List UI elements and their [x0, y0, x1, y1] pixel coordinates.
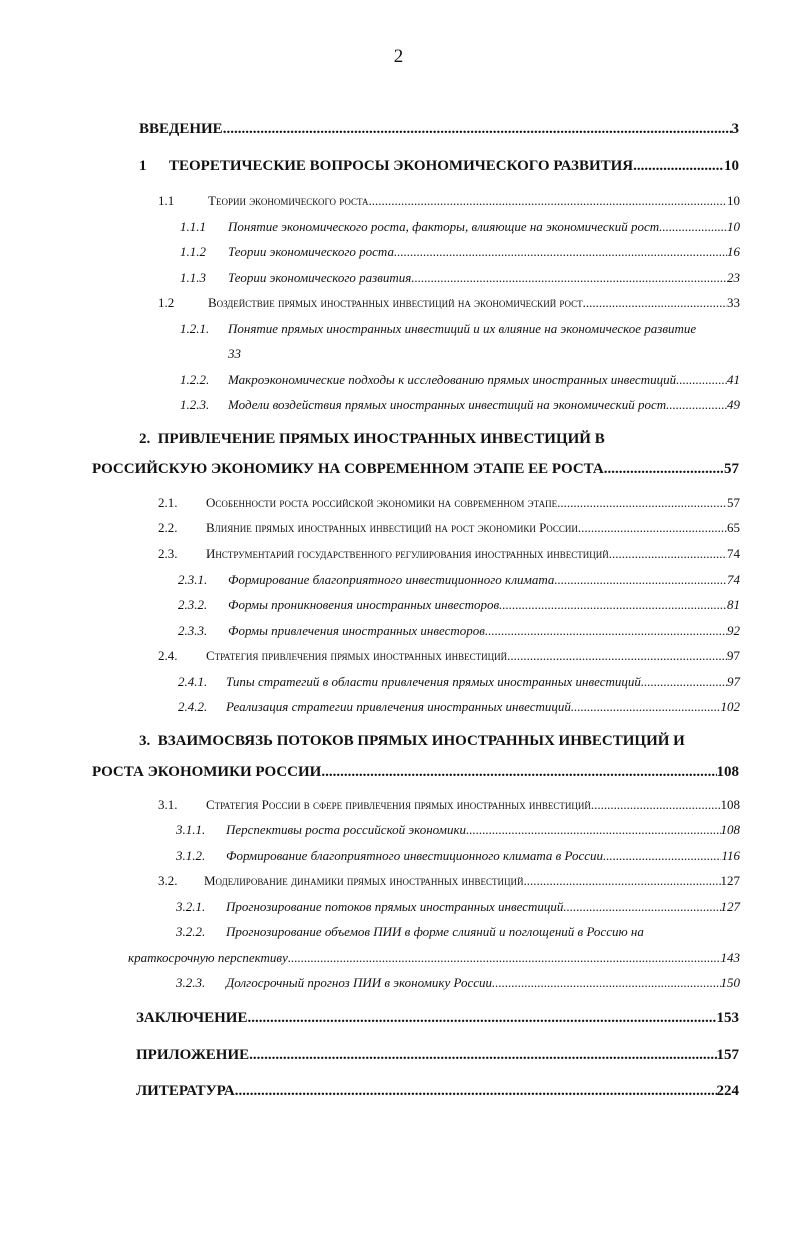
toc-num: 1.2.2. [180, 372, 210, 387]
toc-chapter-2[interactable] [92, 460, 739, 478]
toc-subsection-3-1-1[interactable] [176, 822, 740, 838]
toc-page: 81 [727, 597, 740, 612]
toc-section-2-4[interactable] [158, 648, 740, 664]
toc-page: 74 [727, 572, 740, 587]
leader-dots [583, 295, 727, 311]
toc-subsection-1-2-2[interactable] [180, 372, 740, 388]
toc-subsection-2-3-1[interactable] [178, 572, 740, 588]
toc-chapter-1[interactable] [139, 157, 739, 175]
toc-page: 16 [727, 244, 740, 259]
toc-title: Реализация стратегии привлечения иностранных инвестиций [226, 699, 571, 714]
toc-conclusion[interactable] [136, 1009, 739, 1027]
toc-page: 143 [720, 950, 740, 965]
toc-num: 2.1. [158, 495, 178, 510]
toc-num: 3.2. [158, 873, 178, 888]
leader-dots [369, 193, 727, 209]
toc-page: 108 [720, 797, 740, 812]
leader-dots [609, 546, 727, 562]
toc-title: ТЕОРЕТИЧЕСКИЕ ВОПРОСЫ ЭКОНОМИЧЕСКОГО РАЗВИТИЯ [169, 158, 634, 174]
toc-subsection-1-1-3[interactable] [180, 270, 740, 286]
toc-title: Моделирование динамики прямых иностранных инвестиций [204, 873, 524, 888]
toc-num: 1.2 [158, 295, 175, 310]
toc-page: 92 [727, 623, 740, 638]
toc-title: Типы стратегий в области привлечения прямых иностранных инвестиций [226, 674, 641, 689]
toc-page: 102 [720, 699, 740, 714]
toc-title: Влияние прямых иностранных инвестиций на рост экономики России [206, 520, 578, 535]
toc-subsection-3-1-2[interactable] [176, 848, 740, 864]
toc-num: 1.2.3. [180, 397, 210, 412]
toc-num: 3.1. [158, 797, 178, 812]
toc-title: ЛИТЕРАТУРА [136, 1083, 235, 1099]
toc-num: 1.1.3 [180, 270, 206, 285]
toc-num: 1 [139, 158, 147, 174]
toc-title: Макроэкономические подходы к исследованию прямых иностранных инвестиций [228, 372, 677, 387]
toc-title: Теории экономического роста [208, 193, 369, 208]
toc-num: 3.2.2. [176, 924, 206, 939]
toc-page: 97 [727, 648, 740, 663]
leader-dots [288, 950, 721, 966]
toc-section-1-2[interactable] [158, 295, 740, 311]
toc-num: 2.4.1. [178, 674, 208, 689]
toc-num: 3.1.1. [176, 822, 206, 837]
leader-dots [563, 899, 720, 915]
leader-dots [676, 372, 727, 388]
toc-page: 108 [720, 822, 740, 837]
toc-title: Формы привлечения иностранных инвесторов [228, 623, 485, 638]
leader-dots [524, 873, 721, 889]
toc-title: Понятие экономического роста, факторы, влияющие на экономический рост [228, 219, 660, 234]
toc-page: 10 [724, 158, 739, 174]
toc-page: 10 [727, 193, 740, 208]
toc-title: Формирование благоприятного инвестиционного климата в России [226, 848, 604, 863]
toc-title: Стратегия привлечения прямых иностранных инвестиций [206, 648, 508, 663]
toc-page: 108 [716, 764, 739, 780]
page-number: 2 [393, 46, 404, 67]
toc-num: 2.2. [158, 520, 178, 535]
toc-subsection-2-3-2[interactable] [178, 597, 740, 613]
toc-page: 97 [727, 674, 740, 689]
toc-page: 57 [727, 495, 740, 510]
toc-num: 2.3. [158, 546, 178, 561]
toc-title: Стратегия России в сфере привлечения прямых иностранных инвестиций [206, 797, 591, 812]
leader-dots [591, 797, 721, 813]
toc-subsection-3-2-1[interactable] [176, 899, 740, 915]
toc-num: 2.3.3. [178, 623, 208, 638]
toc-page: 49 [727, 397, 740, 412]
toc-title: ЗАКЛЮЧЕНИЕ [136, 1010, 248, 1026]
toc-num: 3.2.1. [176, 899, 206, 914]
toc-subsection-3-2-2[interactable] [176, 924, 740, 940]
toc-appendix[interactable] [136, 1046, 739, 1064]
leader-dots [507, 648, 727, 664]
toc-subsection-1-2-1[interactable] [180, 321, 740, 337]
toc-page: 157 [716, 1047, 739, 1063]
toc-num: 3.1.2. [176, 848, 206, 863]
toc-page: 41 [727, 372, 740, 387]
leader-dots [321, 763, 716, 781]
leader-dots [557, 495, 727, 511]
leader-dots [641, 674, 727, 690]
leader-dots [466, 822, 720, 838]
leader-dots [604, 460, 724, 478]
toc-section-3-1[interactable] [158, 797, 740, 813]
leader-dots [659, 219, 727, 235]
toc-num: 2.4. [158, 648, 178, 663]
leader-dots [666, 397, 727, 413]
toc-title: Модели воздействия прямых иностранных инвестиций на экономический рост [228, 397, 667, 412]
leader-dots [223, 120, 732, 138]
toc-num: 1.1.2 [180, 244, 206, 259]
toc-subsection-3-2-3[interactable] [176, 975, 740, 991]
toc-subsection-2-3-3[interactable] [178, 623, 740, 639]
toc-subsection-1-1-2[interactable] [180, 244, 740, 260]
toc-chapter-2-line1[interactable]: 2. ПРИВЛЕЧЕНИЕ ПРЯМЫХ ИНОСТРАННЫХ ИНВЕСТИЦИЙ В [139, 431, 605, 447]
leader-dots [603, 848, 721, 864]
toc-title: ВВЕДЕНИЕ [139, 121, 223, 137]
toc-title: краткосрочную перспективу [128, 950, 288, 965]
toc-num: 3.2.3. [176, 975, 206, 990]
toc-title: Формы проникновения иностранных инвесторов [228, 597, 500, 612]
leader-dots [578, 520, 727, 536]
toc-page: 153 [716, 1010, 739, 1026]
leader-dots [249, 1046, 716, 1064]
toc-num: 2.3.2. [178, 597, 208, 612]
toc-page: 150 [720, 975, 740, 990]
toc-num: 2.4.2. [178, 699, 208, 714]
toc-page: 224 [716, 1083, 739, 1099]
toc-title: ПРИЛОЖЕНИЕ [136, 1047, 250, 1063]
toc-page: 65 [727, 520, 740, 535]
leader-dots [554, 572, 727, 588]
toc-section-3-2[interactable] [158, 873, 740, 889]
toc-subsection-2-4-2[interactable] [178, 699, 740, 715]
toc-title: Понятие прямых иностранных инвестиций и их влияние на экономическое развитие [228, 321, 697, 336]
toc-num: 1.1 [158, 193, 175, 208]
toc-title: Теории экономического роста [228, 244, 394, 259]
leader-dots [485, 623, 727, 639]
toc-page: 23 [727, 270, 740, 285]
toc-page: 116 [721, 848, 740, 863]
toc-title: РОССИЙСКУЮ ЭКОНОМИКУ НА СОВРЕМЕННОМ ЭТАПЕ ЕЕ РОСТА [92, 461, 604, 477]
leader-dots [492, 975, 721, 991]
leader-dots [394, 244, 727, 260]
toc-section-1-1[interactable] [158, 193, 740, 209]
toc-page: 3 [731, 121, 739, 137]
toc-subsection-2-4-1[interactable] [178, 674, 740, 690]
toc-title: Долгосрочный прогноз ПИИ в экономику России [226, 975, 492, 990]
toc-section-2-2[interactable] [158, 520, 740, 536]
toc-page: 33 [228, 346, 241, 361]
toc-chapter-3[interactable] [92, 763, 739, 781]
leader-dots [247, 1009, 716, 1027]
leader-dots [571, 699, 721, 715]
toc-num: 1.1.1 [180, 219, 206, 234]
toc-page: 127 [720, 873, 740, 888]
leader-dots [411, 270, 727, 286]
leader-dots [633, 157, 724, 175]
leader-dots [235, 1082, 717, 1100]
toc-subsection-3-2-2-cont[interactable] [128, 950, 740, 966]
toc-page: 57 [724, 461, 739, 477]
toc-subsection-1-1-1[interactable] [180, 219, 740, 235]
toc-subsection-1-2-3[interactable] [180, 397, 740, 413]
toc-num: 2.3.1. [178, 572, 208, 587]
toc-intro[interactable] [139, 120, 739, 138]
toc-page: 127 [720, 899, 740, 914]
toc-page: 33 [727, 295, 740, 310]
toc-title: Прогнозирование объемов ПИИ в форме слияний и поглощений в Россию на [226, 924, 644, 939]
toc-num: 1.2.1. [180, 321, 210, 336]
toc-page: 74 [727, 546, 740, 561]
toc-title: Теории экономического развития [228, 270, 412, 285]
leader-dots [499, 597, 727, 613]
toc-section-2-1[interactable] [158, 495, 740, 511]
toc-page: 10 [727, 219, 740, 234]
toc-title: Формирование благоприятного инвестиционного климата [228, 572, 555, 587]
toc-chapter-3-line1[interactable]: 3. ВЗАИМОСВЯЗЬ ПОТОКОВ ПРЯМЫХ ИНОСТРАННЫХ ИНВЕСТИЦИЙ И [139, 733, 685, 749]
toc-title: Перспективы роста российской экономики [226, 822, 467, 837]
toc-title: РОСТА ЭКОНОМИКИ РОССИИ [92, 764, 322, 780]
toc-section-2-3[interactable] [158, 546, 740, 562]
toc-literature[interactable] [136, 1082, 739, 1100]
toc-title: Особенности роста российской экономики на современном этапе [206, 495, 558, 510]
toc-title: Инструментарий государственного регулирования иностранных инвестиций [206, 546, 609, 561]
toc-title: Воздействие прямых иностранных инвестиций на экономический рост [208, 295, 583, 310]
toc-title: Прогнозирование потоков прямых иностранных инвестиций [226, 899, 564, 914]
